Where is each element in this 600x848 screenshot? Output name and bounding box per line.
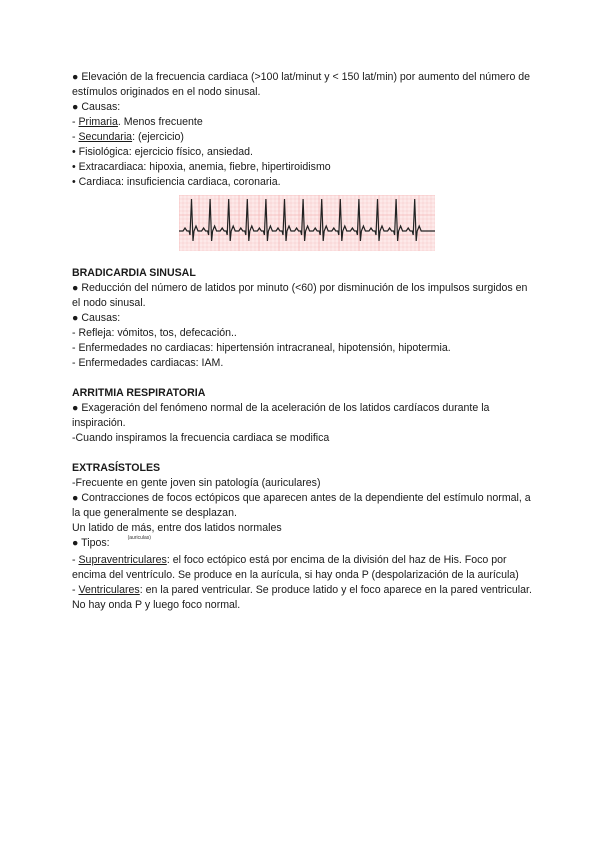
extrasistoles-latido: Un latido de más, entre dos latidos normales xyxy=(72,522,282,534)
extrasistoles-frecuencia: -Frecuente en gente joven sin patología (auriculares) xyxy=(72,477,321,489)
bradicardia-definition: ● Reducción del número de latidos por minuto (<60) por disminución de los impulsos surgidos en el nodo sinusal. xyxy=(72,282,528,309)
tipos-handwritten-note: (auriculas) xyxy=(127,535,151,541)
taquicardia-definition: ● Elevación de la frecuencia cardiaca (>100 lat/minut y < 150 lat/min) por aumento del número de estímulos originados en el nodo sinusal. xyxy=(72,71,531,98)
extrasistoles-title: EXTRASÍSTOLES xyxy=(72,462,161,474)
tipo-supraventriculares: - Supraventriculares: el foco ectópico está por encima de la división del haz de His. Foco por encima del ventrículo. Se produce en la aurícula, si hay onda P (despolarización de la aurícula) xyxy=(72,554,519,581)
supraventriculares-term: Supraventriculares xyxy=(78,554,167,566)
ecg-trace-image xyxy=(179,195,435,251)
taquicardia-causas-label: ● Causas: xyxy=(72,101,121,113)
secundaria-term: Secundaria xyxy=(78,131,133,143)
arritmia-definition: ● Exageración del fenómeno normal de la aceleración de los latidos cardíacos durante la inspiración. xyxy=(72,402,490,429)
causa-primaria: - Primaria. Menos frecuente xyxy=(72,116,203,128)
bradicardia-causa-item: - Refleja: vómitos, tos, defecación.. xyxy=(72,327,237,339)
tipo-ventriculares: - Ventriculares: en la pared ventricular. Se produce latido y el foco aparece en la pared ventricular. No hay onda P y luego foco normal. xyxy=(72,584,532,611)
extrasistoles-tipos-label: ● Tipos: $^{(auriculas)}$ xyxy=(72,535,151,549)
causa-item: • Cardiaca: insuficiencia cardiaca, coronaria. xyxy=(72,176,281,188)
bradicardia-causa-item: - Enfermedades cardiacas: IAM. xyxy=(72,357,224,369)
arritmia-title: ARRITMIA RESPIRATORIA xyxy=(72,387,206,399)
causa-item: • Extracardiaca: hipoxia, anemia, fiebre, hipertiroidismo xyxy=(72,161,331,173)
bradicardia-causa-item: - Enfermedades no cardiacas: hipertensión intracraneal, hipotensión, hipotermia. xyxy=(72,342,451,354)
bradicardia-causas-label: ● Causas: xyxy=(72,312,121,324)
causa-secundaria: - Secundaria: (ejercicio) xyxy=(72,131,184,143)
primaria-term: Primaria xyxy=(78,116,118,128)
causa-item: • Fisiológica: ejercicio físico, ansiedad. xyxy=(72,146,253,158)
ecg-strip-figure xyxy=(179,195,435,251)
arritmia-note: -Cuando inspiramos la frecuencia cardiaca se modifica xyxy=(72,432,330,444)
bradicardia-title: BRADICARDIA SINUSAL xyxy=(72,267,196,279)
document-page xyxy=(72,70,532,613)
extrasistoles-definition: ● Contracciones de focos ectópicos que aparecen antes de la dependiente del estímulo normal, a la que generalmente se desplazan. xyxy=(72,492,531,519)
ventriculares-term: Ventriculares xyxy=(78,584,140,596)
